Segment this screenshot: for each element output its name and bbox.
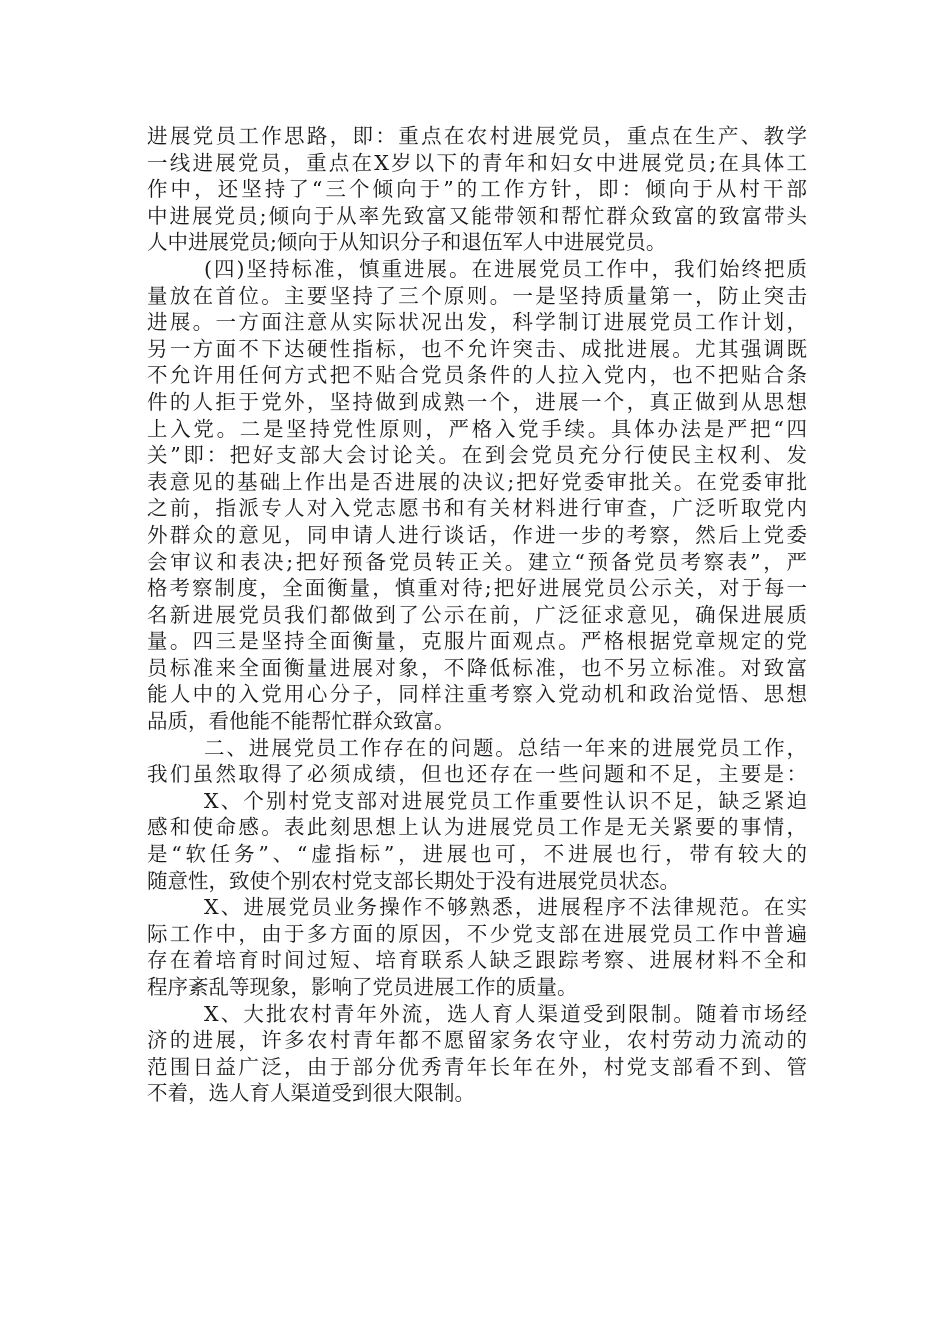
text-line: 之前，指派专人对入党志愿书和有关材料进行审查，广泛听取党内 <box>147 496 807 521</box>
text-line: 名新进展党员我们都做到了公示在前，广泛征求意见，确保进展质 <box>147 602 807 627</box>
text-line: (四)坚持标准，慎重进展。在进展党员工作中，我们始终把质 <box>204 256 807 281</box>
text-line: 人中进展党员;倾向于从知识分子和退伍军人中进展党员。 <box>147 230 667 255</box>
text-line: 员标准来全面衡量进展对象，不降低标准，也不另立标准。对致富 <box>147 655 807 680</box>
text-line: 能人中的入党用心分子，同样注重考察入党动机和政治觉悟、思想 <box>147 682 807 707</box>
text-line: 另一方面不下达硬性指标，也不允许突击、成批进展。尤其强调既 <box>147 336 807 361</box>
text-line: X、进展党员业务操作不够熟悉，进展程序不法律规范。在实 <box>204 895 807 920</box>
text-line: 外群众的意见，同申请人进行谈话，作进一步的考察，然后上党委 <box>147 522 807 547</box>
text-line: 品质，看他能不能帮忙群众致富。 <box>147 709 455 734</box>
text-line: 存在着培育时间过短、培育联系人缺乏跟踪考察、进展材料不全和 <box>147 948 807 973</box>
text-line: 随意性，致使个别农村党支部长期处于没有进展党员状态。 <box>147 868 680 893</box>
text-line: 二、进展党员工作存在的问题。总结一年来的进展党员工作， <box>204 735 807 760</box>
text-line: 进展。一方面注意从实际状况出发，科学制订进展党员工作计划， <box>147 310 807 335</box>
text-line: X、大批农村青年外流，选人育人渠道受到限制。随着市场经 <box>204 1001 807 1026</box>
text-line: 量。四三是坚持全面衡量，克服片面观点。严格根据党章规定的党 <box>147 629 807 654</box>
text-line: 表意见的基础上作出是否进展的决议;把好党委审批关。在党委审批 <box>147 469 807 494</box>
text-line: 是“软任务”、“虚指标”，进展也可，不进展也行，带有较大的 <box>147 842 807 867</box>
text-line: 我们虽然取得了必须成绩，但也还存在一些问题和不足，主要是： <box>147 762 807 787</box>
text-line: 际工作中，由于多方面的原因，不少党支部在进展党员工作中普遍 <box>147 921 807 946</box>
text-line: 程序紊乱等现象，影响了党员进展工作的质量。 <box>147 975 578 999</box>
text-line: 进展党员工作思路，即：重点在农村进展党员，重点在生产、教学 <box>147 124 807 148</box>
text-line: 中进展党员;倾向于从率先致富又能带领和帮忙群众致富的致富带头 <box>147 203 807 228</box>
text-line: 不允许用任何方式把不贴合党员条件的人拉入党内，也不把贴合条 <box>147 363 807 388</box>
text-line: 量放在首位。主要坚持了三个原则。一是坚持质量第一，防止突击 <box>147 283 807 308</box>
text-line: X、个别村党支部对进展党员工作重要性认识不足，缺乏紧迫 <box>204 788 807 813</box>
text-line: 一线进展党员，重点在X岁以下的青年和妇女中进展党员;在具体工 <box>147 150 807 175</box>
text-line: 格考察制度，全面衡量，慎重对待;把好进展党员公示关，对于每一 <box>147 576 807 601</box>
text-line: 范围日益广泛，由于部分优秀青年长年在外，村党支部看不到、管 <box>147 1054 807 1079</box>
text-line: 件的人拒于党外，坚持做到成熟一个，进展一个，真正做到从思想 <box>147 389 807 414</box>
text-line: 作中，还坚持了“三个倾向于”的工作方针，即：倾向于从村干部 <box>147 177 807 202</box>
text-line: 上入党。二是坚持党性原则，严格入党手续。具体办法是严把“四 <box>147 416 807 441</box>
text-line: 感和使命感。表此刻思想上认为进展党员工作是无关紧要的事情， <box>147 815 807 840</box>
text-line: 关”即：把好支部大会讨论关。在到会党员充分行使民主权利、发 <box>147 443 807 468</box>
text-line: 会审议和表决;把好预备党员转正关。建立“预备党员考察表”，严 <box>147 549 807 574</box>
text-line: 济的进展，许多农村青年都不愿留家务农守业，农村劳动力流动的 <box>147 1028 807 1053</box>
document-body <box>147 123 807 1107</box>
text-line: 不着，选人育人渠道受到很大限制。 <box>147 1081 475 1106</box>
